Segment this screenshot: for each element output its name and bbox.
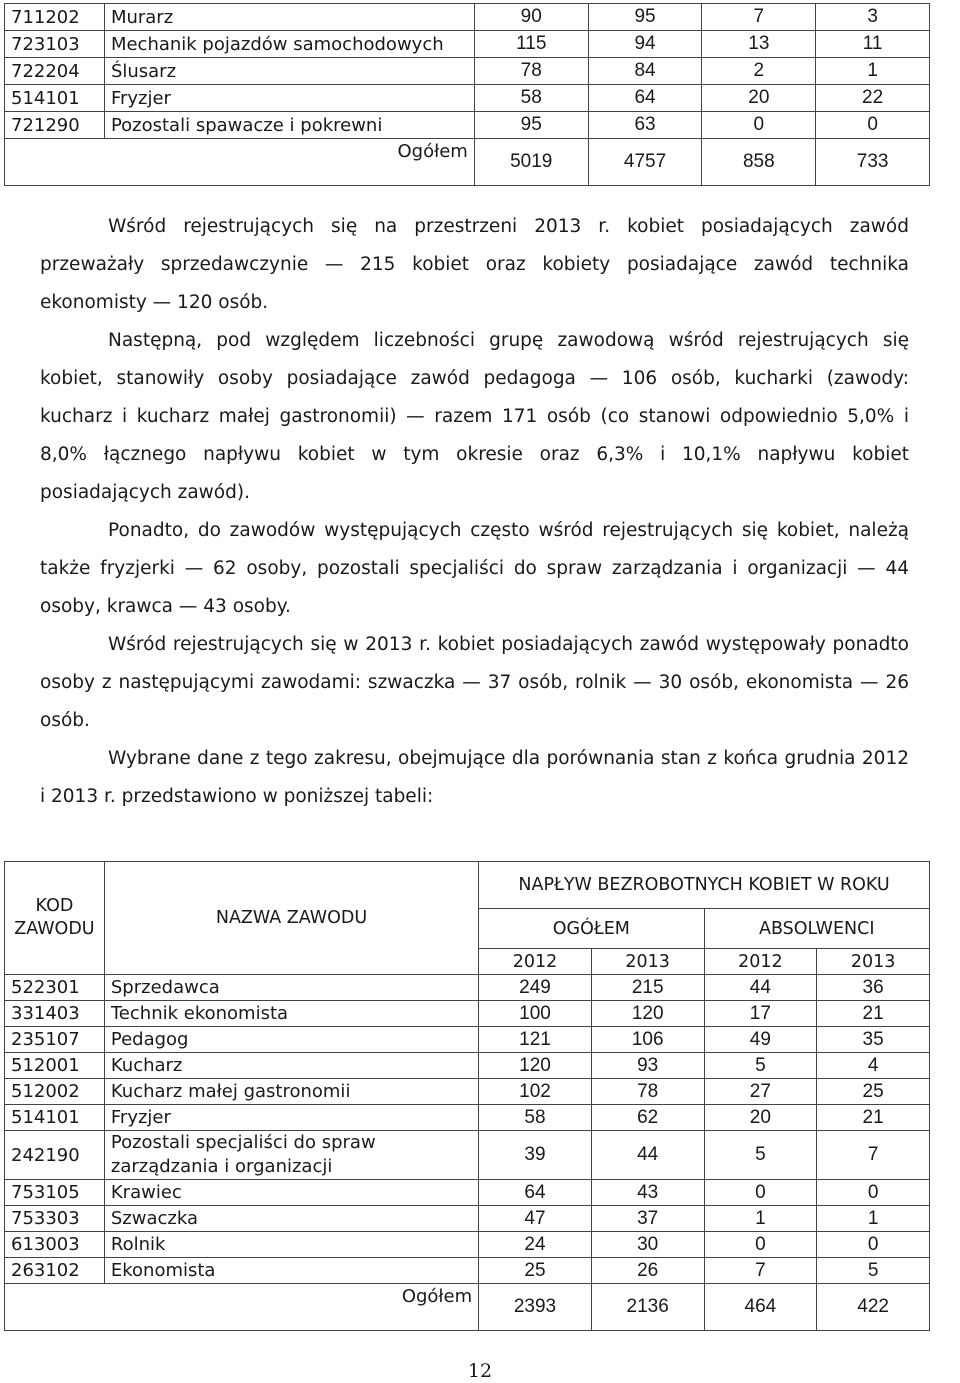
occupation-name: Pedagog	[104, 1027, 478, 1053]
occupation-code: 512002	[5, 1079, 105, 1105]
value-cell: 43	[591, 1180, 704, 1206]
value-cell: 24	[479, 1232, 592, 1258]
value-cell: 0	[704, 1232, 817, 1258]
table-row	[5, 58, 930, 85]
name-header: NAZWA ZAWODU	[104, 862, 478, 975]
table-row	[5, 1027, 930, 1053]
value-cell: 5	[704, 1131, 817, 1180]
table-row	[5, 112, 930, 139]
paragraph: Ponadto, do zawodów występujących często wśród rejestrujących się kobiet, należą także fryzjerki — 62 osoby, pozostali specjaliści do spraw zarządzania i organizacji — 44 osoby, krawca — 43 osoby.	[40, 520, 909, 617]
value-cell: 102	[479, 1079, 592, 1105]
total-row	[5, 1284, 930, 1331]
value-cell: 63	[588, 112, 702, 139]
occupation-name: Rolnik	[104, 1232, 478, 1258]
value-cell: 120	[591, 1001, 704, 1027]
value-cell: 22	[816, 85, 930, 112]
occupation-name: Kucharz	[104, 1053, 478, 1079]
value-cell: 95	[588, 4, 702, 31]
table-row	[5, 4, 930, 31]
value-cell: 215	[591, 975, 704, 1001]
value-cell: 47	[479, 1206, 592, 1232]
paragraph: Wśród rejestrujących się w 2013 r. kobiet posiadających zawód występowały ponadto osoby z następującymi zawodami: szwaczka — 37 osób, rolnik — 30 osób, ekonomista — 26 osób.	[40, 634, 909, 731]
occupation-name: Fryzjer	[104, 1105, 478, 1131]
table-row	[5, 1206, 930, 1232]
value-cell: 64	[588, 85, 702, 112]
table-row	[5, 1001, 930, 1027]
women-inflow-table	[4, 861, 930, 1331]
value-cell: 26	[591, 1258, 704, 1284]
occupation-code: 263102	[5, 1258, 105, 1284]
value-cell: 30	[591, 1232, 704, 1258]
occupation-code: 514101	[5, 85, 105, 112]
table-row	[5, 1232, 930, 1258]
occupation-name	[104, 1131, 478, 1180]
value-cell: 62	[591, 1105, 704, 1131]
table-row	[5, 1258, 930, 1284]
value-cell: 7	[704, 1258, 817, 1284]
value-cell: 0	[702, 112, 816, 139]
table-row	[5, 1180, 930, 1206]
year-header: 2012	[479, 949, 592, 975]
occupation-name: Kucharz małej gastronomii	[104, 1079, 478, 1105]
value-cell: 5	[817, 1258, 930, 1284]
value-cell: 249	[479, 975, 592, 1001]
total-value: 464	[704, 1284, 817, 1331]
occupation-name: Murarz	[104, 4, 474, 31]
total-value: 422	[817, 1284, 930, 1331]
value-cell: 115	[474, 31, 588, 58]
occupation-name: Krawiec	[104, 1180, 478, 1206]
graduates-subheader: ABSOLWENCI	[704, 909, 930, 949]
occupation-code: 235107	[5, 1027, 105, 1053]
page-number: 12	[467, 1360, 493, 1382]
paragraph: Wybrane dane z tego zakresu, obejmujące dla porównania stan z końca grudnia 2012 i 2013 r. przedstawiono w poniższej tabeli:	[40, 748, 909, 807]
value-cell: 90	[474, 4, 588, 31]
occupation-code: 722204	[5, 58, 105, 85]
value-cell: 37	[591, 1206, 704, 1232]
value-cell: 25	[479, 1258, 592, 1284]
year-header: 2013	[817, 949, 930, 975]
occupation-code: 753105	[5, 1180, 105, 1206]
table-row	[5, 85, 930, 112]
code-header: KOD ZAWODU	[5, 862, 105, 975]
occupation-code: 514101	[5, 1105, 105, 1131]
value-cell: 25	[817, 1079, 930, 1105]
value-cell: 100	[479, 1001, 592, 1027]
value-cell: 58	[474, 85, 588, 112]
occupation-code: 613003	[5, 1232, 105, 1258]
value-cell: 21	[817, 1105, 930, 1131]
occupation-code: 753303	[5, 1206, 105, 1232]
occupation-code: 711202	[5, 4, 105, 31]
occupation-code: 721290	[5, 112, 105, 139]
value-cell: 1	[817, 1206, 930, 1232]
total-label: Ogółem	[5, 139, 475, 186]
occupation-name: Sprzedawca	[104, 975, 478, 1001]
total-value: 733	[816, 139, 930, 186]
table-row	[5, 1053, 930, 1079]
value-cell: 84	[588, 58, 702, 85]
occupation-name: Pozostali spawacze i pokrewni	[104, 112, 474, 139]
occupation-name: Ekonomista	[104, 1258, 478, 1284]
occupation-code: 512001	[5, 1053, 105, 1079]
value-cell: 49	[704, 1027, 817, 1053]
value-cell: 0	[816, 112, 930, 139]
value-cell: 17	[704, 1001, 817, 1027]
value-cell: 0	[817, 1180, 930, 1206]
value-cell: 20	[702, 85, 816, 112]
value-cell: 106	[591, 1027, 704, 1053]
total-value: 858	[702, 139, 816, 186]
value-cell: 121	[479, 1027, 592, 1053]
value-cell: 35	[817, 1027, 930, 1053]
table-row	[5, 31, 930, 58]
value-cell: 78	[591, 1079, 704, 1105]
occupation-name: Technik ekonomista	[104, 1001, 478, 1027]
total-value: 2136	[591, 1284, 704, 1331]
value-cell: 44	[704, 975, 817, 1001]
value-cell: 4	[817, 1053, 930, 1079]
value-cell: 94	[588, 31, 702, 58]
value-cell: 120	[479, 1053, 592, 1079]
total-row	[5, 139, 930, 186]
paragraph: Następną, pod względem liczebności grupę zawodową wśród rejestrujących się kobiet, stanowiły osoby posiadające zawód pedagoga — 106 osób, kucharki (zawody: kucharz i kucharz małej gastronomii) — razem 171 osób (co stanowi odpowiednio 5,0% i 8,0% łącznego napływu kobiet w tym okresie oraz 6,3% i 10,1% napływu kobiet posiadających zawód).	[40, 330, 909, 503]
value-cell: 36	[817, 975, 930, 1001]
value-cell: 13	[702, 31, 816, 58]
value-cell: 1	[816, 58, 930, 85]
occupation-name-line: Pozostali specjaliści do spraw	[110, 1132, 376, 1153]
group-header: NAPŁYW BEZROBOTNYCH KOBIET W ROKU	[479, 862, 930, 909]
total-value: 5019	[474, 139, 588, 186]
value-cell: 1	[704, 1206, 817, 1232]
value-cell: 5	[704, 1053, 817, 1079]
value-cell: 78	[474, 58, 588, 85]
top-occupation-table	[4, 3, 930, 186]
occupation-code: 522301	[5, 975, 105, 1001]
occupation-name: Fryzjer	[104, 85, 474, 112]
total-value: 4757	[588, 139, 702, 186]
table-row	[5, 1105, 930, 1131]
value-cell: 20	[704, 1105, 817, 1131]
table-row	[5, 1079, 930, 1105]
paragraph: Wśród rejestrujących się na przestrzeni 2013 r. kobiet posiadających zawód przeważały sprzedawczynie — 215 kobiet oraz kobiety posiadające zawód technika ekonomisty — 120 osób.	[40, 216, 909, 313]
value-cell: 2	[702, 58, 816, 85]
value-cell: 7	[817, 1131, 930, 1180]
occupation-code: 331403	[5, 1001, 105, 1027]
occupation-name: Szwaczka	[104, 1206, 478, 1232]
value-cell: 7	[702, 4, 816, 31]
value-cell: 58	[479, 1105, 592, 1131]
header-row	[5, 862, 930, 909]
value-cell: 0	[704, 1180, 817, 1206]
total-value: 2393	[479, 1284, 592, 1331]
year-header: 2013	[591, 949, 704, 975]
value-cell: 64	[479, 1180, 592, 1206]
value-cell: 39	[479, 1131, 592, 1180]
value-cell: 93	[591, 1053, 704, 1079]
value-cell: 95	[474, 112, 588, 139]
table-row	[5, 1131, 930, 1180]
value-cell: 11	[816, 31, 930, 58]
value-cell: 0	[817, 1232, 930, 1258]
value-cell: 21	[817, 1001, 930, 1027]
body-text	[40, 208, 909, 816]
value-cell: 44	[591, 1131, 704, 1180]
value-cell: 3	[816, 4, 930, 31]
occupation-code: 723103	[5, 31, 105, 58]
value-cell: 27	[704, 1079, 817, 1105]
total-subheader: OGÓŁEM	[479, 909, 704, 949]
occupation-code: 242190	[5, 1131, 105, 1180]
occupation-name: Mechanik pojazdów samochodowych	[104, 31, 474, 58]
occupation-name-line: zarządzania i organizacji	[110, 1156, 333, 1177]
table-row	[5, 975, 930, 1001]
total-label: Ogółem	[5, 1284, 479, 1331]
year-header: 2012	[704, 949, 817, 975]
occupation-name: Ślusarz	[104, 58, 474, 85]
